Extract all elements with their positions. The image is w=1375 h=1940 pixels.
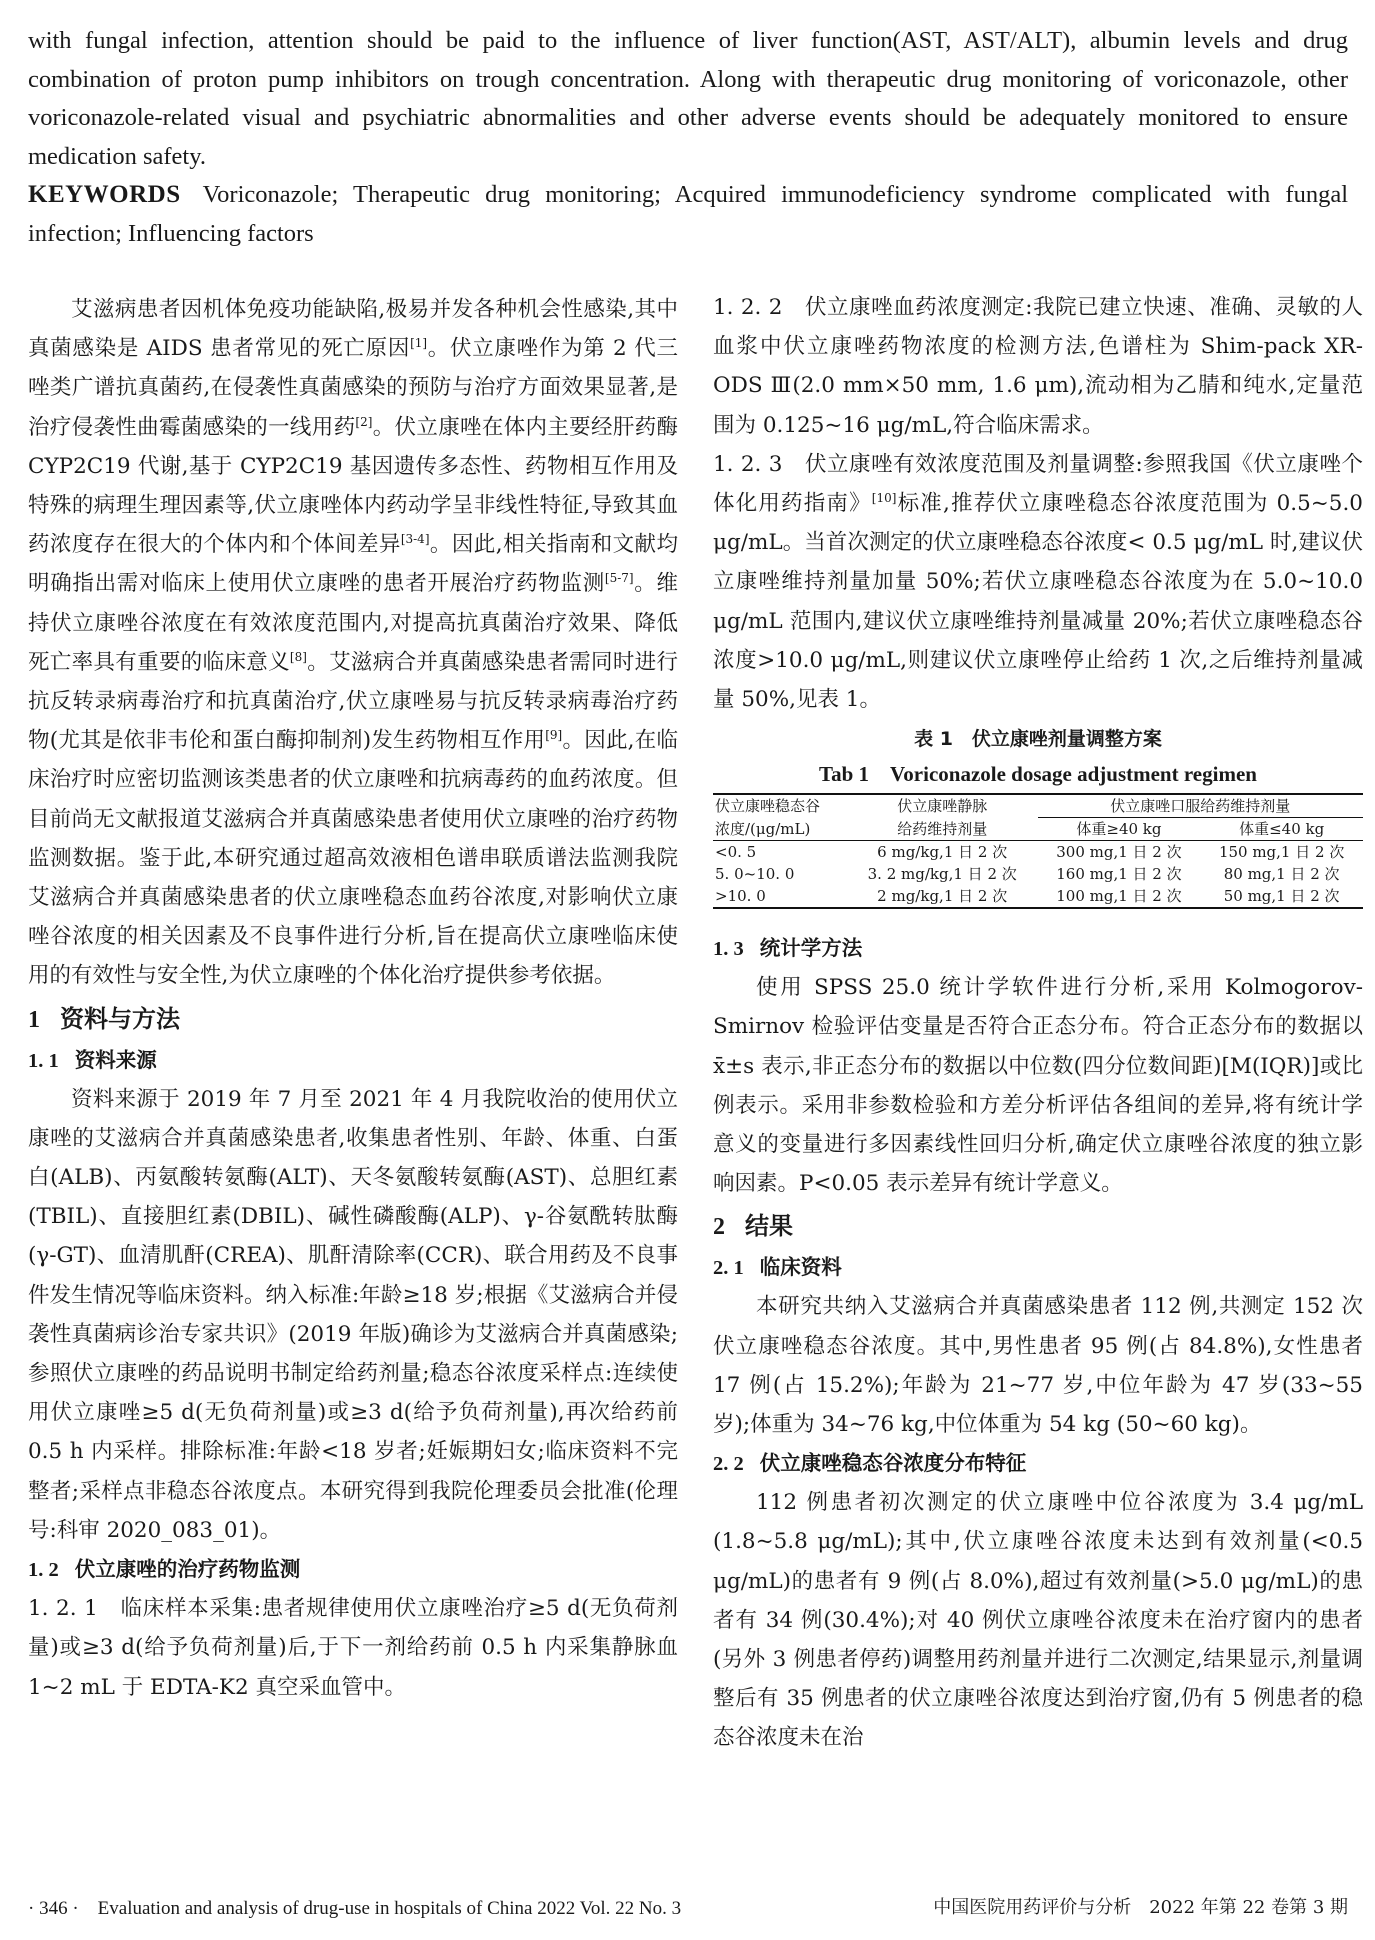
body-paragraph: 112 例患者初次测定的伏立康唑中位谷浓度为 3.4 μg/mL (1.8~5.8 μg/mL);其中,伏立康唑谷浓度未达到有效剂量(<0.5 μg/mL)的患者有 9 例(占 8.0%),超过有效剂量(>5.0 μg/mL)的患者有 34 例(30.4%);对 40 例伏立康唑谷浓度未在治疗窗内的患者(另外 3 例患者停药)调整用药剂量并进行二次测定,结果显示,剂量调整后有 35 例患者的伏立康唑谷浓度达到治疗窗,仍有 5 例患者的稳态谷浓度未在治 [713, 1490, 1363, 1751]
intro-text: 艾滋病患者因机体免疫功能缺陷,极易并发各种机会性感染,其中真菌感染是 AIDS 患者常见的死亡原因 [28, 297, 678, 362]
section-number: 2 [713, 1214, 725, 1241]
ref-citation: [5-7] [604, 571, 634, 586]
body-text: 标准,推荐伏立康唑稳态谷浓度范围为 0.5~5.0 μg/mL。当首次测定的伏立康唑稳态谷浓度< 0.5 μg/mL 时,建议伏立康唑维持剂量加量 50%;若伏立康唑稳态谷浓度为在 5.0~10.0 μg/mL 范围内,建议伏立康唑维持剂量减量 20%;若伏立康唑稳态谷浓度>10.0 μg/mL,则建议伏立康唑停止给药 1 次,之后维持剂量减量 50%,见表 1。 [713, 491, 1363, 713]
subsection-title: 统计学方法 [759, 936, 863, 961]
subsection-title: 临床资料 [759, 1255, 842, 1280]
intro-paragraph [28, 290, 678, 996]
table-header-group: 伏立康唑口服给药维持剂量 [1038, 794, 1363, 818]
body-paragraph: 资料来源于 2019 年 7 月至 2021 年 4 月我院收治的使用伏立康唑的艾滋病合并真菌感染患者,收集患者性别、年龄、体重、白蛋白(ALB)、丙氨酸转氨酶(ALT)、天冬氨酸转氨酶(AST)、总胆红素(TBIL)、直接胆红素(DBIL)、碱性磷酸酶(ALP)、γ-谷氨酰转肽酶(γ-GT)、血清肌酐(CREA)、肌酐清除率(CCR)、联合用药及不良事件发生情况等临床资料。纳入标准:年龄≥18 岁;根据《艾滋病合并侵袭性真菌病诊治专家共识》(2019 年版)确诊为艾滋病合并真菌感染;参照伏立康唑的药品说明书制定给药剂量;稳态谷浓度采样点:连续使用伏立康唑≥5 d(无负荷剂量)或≥3 d(给予负荷剂量),再次给药前 0.5 h 内采样。排除标准:年龄<18 岁者;妊娠期妇女;临床资料不完整者;采样点非稳态谷浓度点。本研究得到我院伦理委员会批准(伦理号:科审 2020_083_01)。 [28, 1086, 678, 1543]
intro-text: 。伏立康唑在体内主要经肝药酶 CYP2C19 代谢,基于 CYP2C19 基因遗传多态性、药物相互作用及特殊的病理生理因素等,伏立康唑体内药动学呈非线性特征,导致其血药浓度存在很大的个体内和个体间差异 [28, 414, 678, 558]
subsection-heading [713, 1444, 1363, 1483]
table-cell: 50 mg,1 日 2 次 [1223, 887, 1340, 906]
table-header-cell: 体重≥40 kg [1076, 820, 1162, 839]
ref-citation: [8] [289, 649, 307, 664]
table-row [713, 885, 1363, 908]
subsection-title: 伏立康唑的治疗药物监测 [74, 1557, 301, 1582]
keywords-line [28, 176, 1348, 253]
body-paragraph: 使用 SPSS 25.0 统计学软件进行分析,采用 Kolmogorov-Smirnov 检验评估变量是否符合正态分布。符合正态分布的数据以 x̄±s 表示,非正态分布的数据以中位数(四分位数间距)[M(IQR)]或比例表示。采用非参数检验和方差分析评估各组间的差异,将有统计学意义的变量进行多因素线性回归分析,确定伏立康唑谷浓度的独立影响因素。P<0.05 表示差异有统计学意义。 [713, 975, 1363, 1197]
table-header-cell: 伏立康唑静脉 [897, 797, 988, 816]
table-header-cell: 浓度/(μg/mL) [715, 819, 811, 838]
subsection-number: 1. 3 [713, 938, 744, 961]
subsection-heading [713, 1248, 1363, 1287]
body-paragraph: 1. 2. 1 临床样本采集:患者规律使用伏立康唑治疗≥5 d(无负荷剂量)或≥3 d(给予负荷剂量)后,于下一剂给药前 0.5 h 内采集静脉血 1~2 mL 于 EDTA-K2 真空采血管中。 [28, 1596, 678, 1700]
keywords-text: Voriconazole; Therapeutic drug monitoring; Acquired immunodeficiency syndrome complicated with fungal infection; Influencing factors [28, 181, 1348, 247]
table-header-cell: 给药维持剂量 [897, 819, 988, 838]
ref-citation: [1] [410, 336, 428, 351]
subsection-title: 伏立康唑稳态谷浓度分布特征 [759, 1451, 1027, 1476]
subsection-heading [713, 929, 1363, 968]
abstract-block [28, 22, 1348, 253]
intro-text: 。因此,在临床治疗时应密切监测该类患者的伏立康唑和抗病毒药的血药浓度。但目前尚无文献报道艾滋病合并真菌感染患者使用伏立康唑的治疗药物监测数据。鉴于此,本研究通过超高效液相色谱串联质谱法监测我院艾滋病合并真菌感染患者的伏立康唑稳态血药谷浓度,对影响伏立康唑谷浓度的相关因素及不良事件进行分析,旨在提高伏立康唑临床使用的有效性与安全性,为伏立康唑的个体化治疗提供参考依据。 [28, 728, 678, 989]
abstract-text: with fungal infection, attention should be paid to the influence of liver function(AST, AST/ALT), albumin levels and drug combination of proton pump inhibitors on trough concentration. Along with therapeutic drug monitoring of voriconazole, other voriconazole-related visual and psychiatric abnormalities and other adverse events should be adequately monitored to ensure medication safety. [28, 27, 1348, 170]
body-paragraph: 本研究共纳入艾滋病合并真菌感染患者 112 例,共测定 152 次伏立康唑稳态谷浓度。其中,男性患者 95 例(占 84.8%),女性患者 17 例(占 15.2%);年龄为 21~77 岁,中位年龄为 47 岁(33~55 岁);体重为 34~76 kg,中位体重为 54 kg (50~60 kg)。 [713, 1294, 1363, 1438]
body-paragraph [713, 445, 1363, 719]
intro-text: 。艾滋病合并真菌感染患者需同时进行抗反转录病毒治疗和抗真菌治疗,伏立康唑易与抗反转录病毒治疗药物(尤其是依非韦伦和蛋白酶抑制剂)发生药物相互作用 [28, 649, 678, 754]
intro-text: 。因此,相关指南和文献均明确指出需对临床上使用伏立康唑的患者开展治疗药物监测 [28, 532, 678, 597]
dosage-table [713, 793, 1363, 909]
subsection-number: 2. 1 [713, 1257, 744, 1280]
left-column [28, 290, 678, 1707]
subsection-title: 资料来源 [74, 1047, 157, 1072]
table-cell: 3. 2 mg/kg,1 日 2 次 [867, 865, 1017, 884]
ref-citation: [10] [871, 490, 897, 505]
table-caption-cn: 表 1 伏立康唑剂量调整方案 [914, 728, 1162, 751]
table-cell: 80 mg,1 日 2 次 [1223, 865, 1340, 884]
keywords-label: KEYWORDS [28, 181, 181, 208]
section-heading [713, 1205, 1363, 1248]
table-cell: 6 mg/kg,1 日 2 次 [877, 843, 1008, 862]
table-cell: >10. 0 [715, 887, 766, 906]
table-cell: 150 mg,1 日 2 次 [1218, 843, 1345, 862]
table-cell: 2 mg/kg,1 日 2 次 [877, 887, 1008, 906]
subsection-heading [28, 1550, 678, 1589]
subsection-number: 2. 2 [713, 1453, 744, 1476]
page-footer [28, 1893, 1348, 1920]
table-row [713, 841, 1363, 864]
right-column [713, 288, 1363, 1758]
table-header-cell: 体重≤40 kg [1239, 820, 1325, 839]
body-text: 1. 2. 3 伏立康唑有效浓度范围及剂量调整:参照我国《伏立康唑个体化用药指南》 [713, 451, 1363, 517]
table-cell: 300 mg,1 日 2 次 [1056, 843, 1182, 862]
table-cell: 100 mg,1 日 2 次 [1056, 887, 1182, 906]
table-cell: 160 mg,1 日 2 次 [1056, 865, 1182, 884]
section-heading [28, 998, 678, 1041]
footer-right: 中国医院用药评价与分析 2022 年第 22 卷第 3 期 [933, 1897, 1348, 1918]
intro-text: 。伏立康唑作为第 2 代三唑类广谱抗真菌药,在侵袭性真菌感染的预防与治疗方面效果显著,是治疗侵袭性曲霉菌感染的一线用药 [28, 336, 678, 440]
section-title: 结果 [745, 1212, 793, 1241]
section-number: 1 [28, 1006, 40, 1033]
body-paragraph: 1. 2. 2 伏立康唑血药浓度测定:我院已建立快速、准确、灵敏的人血浆中伏立康唑药物浓度的检测方法,色谱柱为 Shim-pack XR-ODS Ⅲ(2.0 mm×50 mm, 1.6 μm),流动相为乙腈和纯水,定量范围为 0.125~16 μg/mL,符合临床需求。 [713, 295, 1363, 438]
subsection-number: 1. 2 [28, 1559, 59, 1582]
table-header-cell: 伏立康唑稳态谷 [715, 797, 821, 816]
table-row [713, 863, 1363, 885]
subsection-heading [28, 1041, 678, 1080]
table-caption-en: Tab 1 Voriconazole dosage adjustment regimen [819, 762, 1257, 787]
ref-citation: [2] [355, 414, 373, 429]
footer-left: · 346 · Evaluation and analysis of drug-use in hospitals of China 2022 Vol. 22 No. 3 [28, 1898, 682, 1919]
table-cell: <0. 5 [715, 843, 757, 862]
ref-citation: [9] [545, 728, 563, 743]
section-title: 资料与方法 [60, 1004, 180, 1033]
table-cell: 5. 0~10. 0 [715, 865, 795, 884]
subsection-number: 1. 1 [28, 1049, 59, 1072]
ref-citation: [3-4] [400, 532, 430, 547]
intro-text: 。维持伏立康唑谷浓度在有效浓度范围内,对提高抗真菌治疗效果、降低死亡率具有重要的临床意义 [28, 571, 678, 675]
